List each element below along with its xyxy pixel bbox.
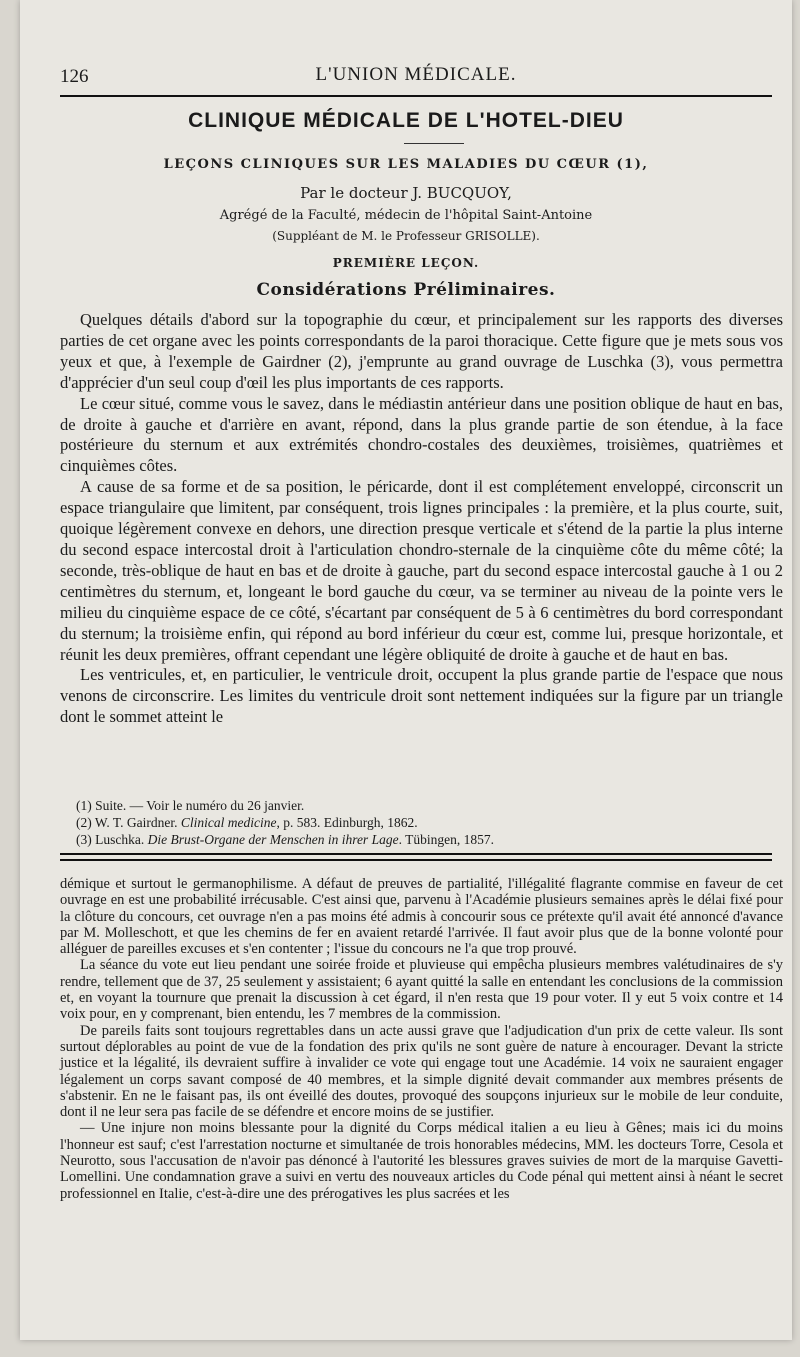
paragraph: La séance du vote eut lieu pendant une soirée froide et pluvieuse qui empêcha plusieurs membres valétudinaires de s'y rendre, tellement que de 37, 25 seulement y assistaient; 6 ayant quitté la salle en entendant les conclusions de la commission et, en voyant la tournure que prenait la discussion à cet égard, il n'en resta que 19 pour voter. Il y eut 5 voix contre et 14 voix pour, en y comprenant, bien entendu, les 7 membres de la commission. <box>60 957 783 1023</box>
feuilleton-rule-top <box>60 853 772 855</box>
footnote-3-author: (3) Luschka. <box>76 832 148 847</box>
page-number: 126 <box>60 66 89 87</box>
footnote-3 <box>76 831 776 848</box>
running-title: L'UNION MÉDICALE. <box>315 64 517 85</box>
footnotes <box>76 797 776 848</box>
footnote-2-author: (2) W. T. Gairdner. <box>76 815 181 830</box>
title-rule <box>404 143 464 144</box>
journal-page <box>20 0 792 1340</box>
feuilleton-body <box>60 876 783 1202</box>
footnote-2-pub: , p. 583. Edinburgh, 1862. <box>276 815 418 830</box>
paragraph: — Une injure non moins blessante pour la dignité du Corps médical italien a eu lieu à Gênes; mais ici du moins l'honneur est sauf; c'est l'arrestation nocturne et simultanée de trois honorables médecins, MM. les docteurs Torre, Cesola et Neurotto, sous l'accusation de n'avoir pas dénoncé à l'autorité les blessures graves suivies de mort de la marquise Gavetti-Lomellini. Une condamnation grave a suivi en vertu des nouveaux articles du Code pénal qui mettent ainsi à néant le secret professionnel en Italie, c'est-à-dire une des prérogatives les plus sacrées et les <box>60 1120 783 1202</box>
section-title: Considérations Préliminaires. <box>256 280 556 300</box>
article-body <box>60 310 783 728</box>
article-author: Par le docteur J. BUCQUOY, <box>300 184 512 202</box>
paragraph: Les ventricules, et, en particulier, le ventricule droit, occupent la plus grande partie de l'espace que nous venons de circonscrire. Les limites du ventricule droit sont nettement indiquées sur la figure par un triangle dont le sommet atteint le <box>60 665 783 727</box>
paragraph: Le cœur situé, comme vous le savez, dans le médiastin antérieur dans une position oblique de haut en bas, de droite à gauche et d'arrière en avant, répond, dans la plus grande partie de son étendue, à la face postérieure du sternum et aux extrémités chondro-costales des deuxièmes, troisièmes, quatrièmes et cinquièmes côtes. <box>60 393 783 476</box>
paragraph: De pareils faits sont toujours regrettables dans un acte aussi grave que l'adjudication d'un prix de cette valeur. Ils sont surtout déplorables au point de vue de la fondation des prix qu'ils ne sont guère de nature à encourager. Devant la stricte justice et la légalité, ils devraient suffire à invalider ce vote qui engage tout une Académie. 14 voix ne sauraient engager légalement un corps savant composé de 40 membres, et la simple dignité devait commander aux membres présents de s'abstenir. En ne le faisant pas, ils ont éveillé des doutes, provoqué des soupçons injurieux sur le mobile de leur conduite, dont il ne leur sera pas facile de se défendre et encore moins de se justifier. <box>60 1022 783 1121</box>
article-subtitle: LEÇONS CLINIQUES SUR LES MALADIES DU CŒUR (1), <box>163 157 649 172</box>
author-affiliation: Agrégé de la Faculté, médecin de l'hôpital Saint-Antoine <box>219 208 593 223</box>
paragraph: Quelques détails d'abord sur la topographie du cœur, et principalement sur les rapports des diverses parties de cet organe avec les points correspondants de la paroi thoracique. Cette figure que je mets sous vos yeux et que, à l'exemple de Gairdner (2), j'emprunte au grand ouvrage de Luschka (3), vous permettra d'apprécier d'un seul coup d'œil les plus importants de ces rapports. <box>60 310 783 392</box>
footnote-2 <box>76 814 776 831</box>
page-header <box>60 60 772 90</box>
paragraph: démique et surtout le germanophilisme. A défaut de preuves de partialité, l'illégalité flagrante commise en faveur de cet ouvrage en est une probabilité irrécusable. C'est ainsi que, parvenu à l'Académie plusieurs semaines après le délai fixé pour la clôture du concours, cet ouvrage n'en a pas moins été admis à concourir sous ce prétexte qu'il avait été annoncé d'avance par M. Molleschott, et que les chemins de fer en avaient retardé l'arrivée. Il faut avoir plus que de la bonne volonté pour alléguer de pareilles excuses et s'en contenter ; l'issue du concours ne l'a que trop prouvé. <box>60 876 783 958</box>
article-title: CLINIQUE MÉDICALE DE L'HOTEL-DIEU <box>188 109 624 132</box>
author-suppleant: (Suppléant de M. le Professeur GRISOLLE). <box>272 229 540 243</box>
footnote-1: (1) Suite. — Voir le numéro du 26 janvier. <box>76 798 305 813</box>
footnote-3-pub: . Tübingen, 1857. <box>398 832 494 847</box>
header-rule <box>60 95 772 97</box>
footnote-3-work: Die Brust-Organe der Menschen in ihrer Lage <box>147 832 399 847</box>
paragraph: A cause de sa forme et de sa position, le péricarde, dont il est complétement enveloppé, circonscrit un espace triangulaire que limitent, par conséquent, trois lignes principales : la première, et la plus courte, suit, quoique légèrement convexe en dehors, une direction presque verticale et s'étend de la partie la plus interne du second espace intercostal droit à l'articulation chondro-sternale de la cinquième côte du même côté; la seconde, très-oblique de haut en bas et de droite à gauche, part du second espace intercostal gauche à 1 ou 2 centimètres du sternum, et, longeant le bord gauche du cœur, va se terminer au niveau de la pointe vers le milieu du cinquième espace de ce côté, s'écartant par conséquent de 5 à 6 centimètres du bord correspondant du sternum; la troisième enfin, qui répond au bord inférieur du cœur est, comme lui, presque horizontale, et réunit les deux premières, offrant cependant une légère obliquité de droite à gauche et de haut en bas. <box>60 477 783 664</box>
lesson-heading: PREMIÈRE LEÇON. <box>332 256 480 270</box>
feuilleton-rule-bottom <box>60 859 772 861</box>
footnote-2-work: Clinical medicine <box>180 815 277 830</box>
